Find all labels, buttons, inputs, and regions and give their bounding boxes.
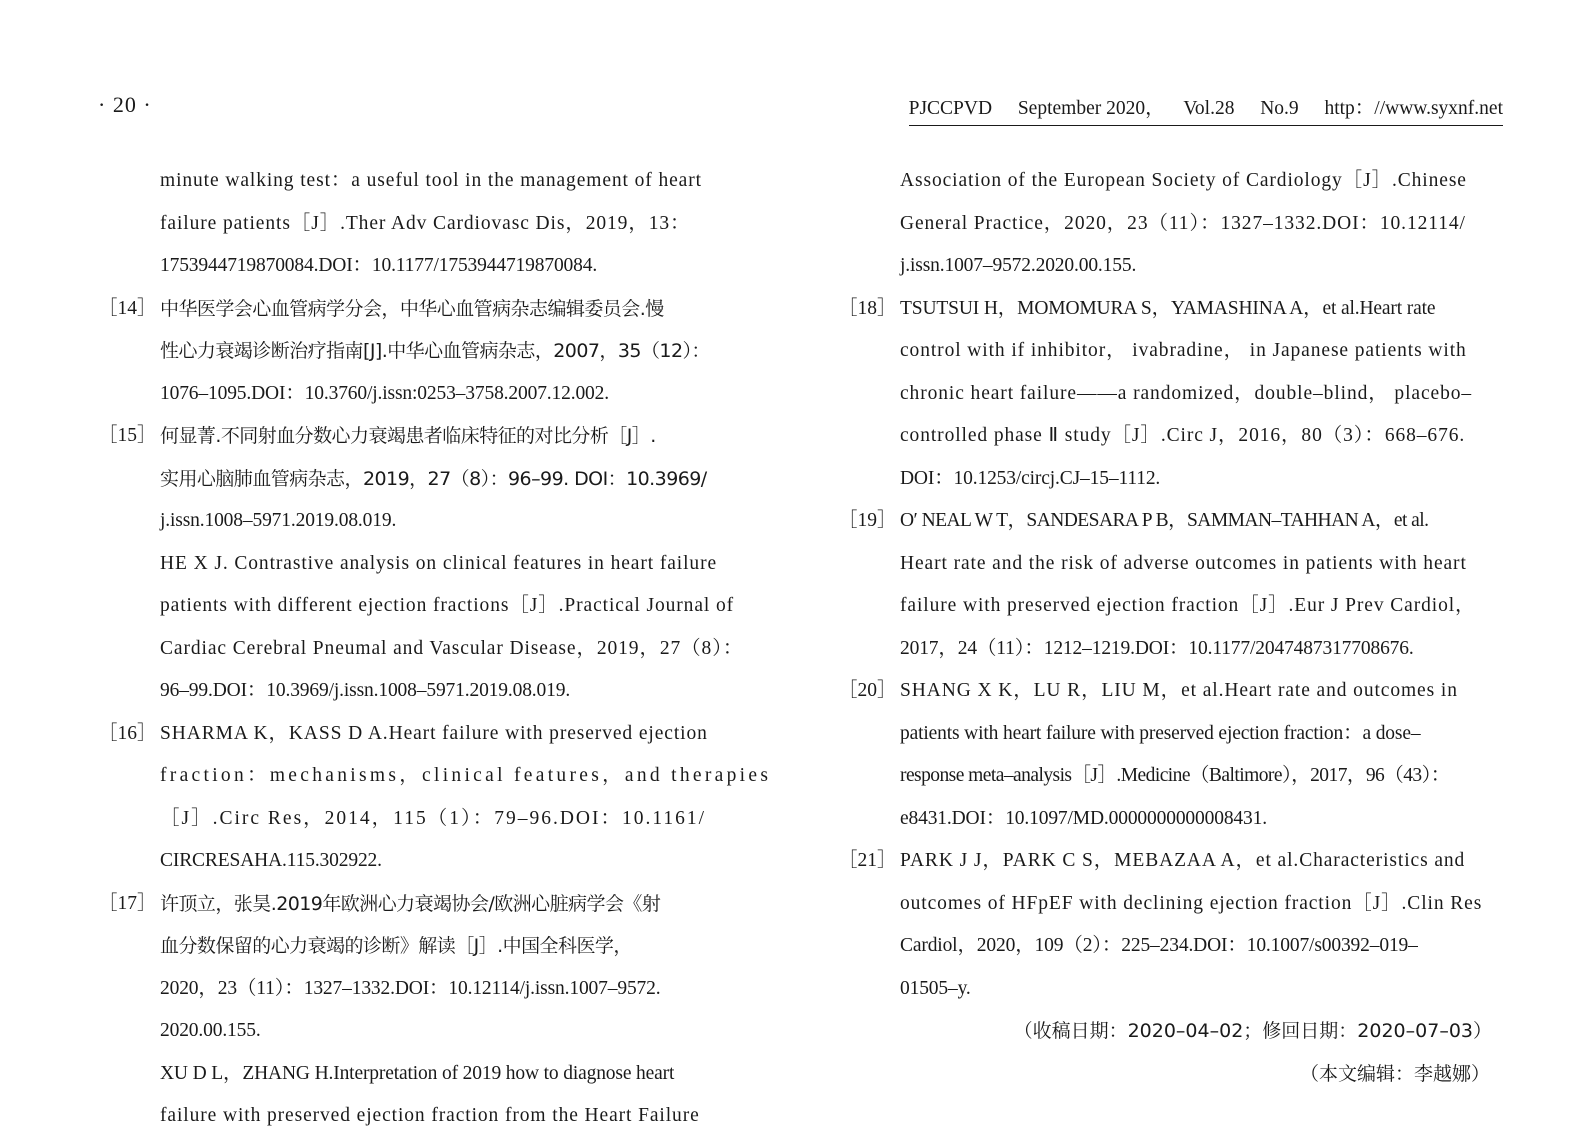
reference-line: HE X J. Contrastive analysis on clinical features in heart failure <box>160 552 718 574</box>
reference-line: 中华医学会心血管病学分会，中华心血管病杂志编辑委员会.慢 <box>160 297 664 320</box>
reference-line: response meta–analysis［J］.Medicine（Baltimore），2017，96（43）： <box>900 765 1450 786</box>
reference-entry <box>98 883 758 1138</box>
reference-line: 2017，24（11）：1212–1219.DOI：10.1177/2047487317708676. <box>900 637 1414 659</box>
reference-line: outcomes of HFpEF with declining ejection fraction［J］.Clin Res <box>900 892 1483 914</box>
reference-line: SHANG X K，LU R，LIU M，et al.Heart rate and outcomes in <box>900 680 1458 701</box>
continued-reference <box>838 160 1498 288</box>
reference-line: CIRCRESAHA.115.302922. <box>160 850 382 871</box>
running-head <box>98 92 1503 132</box>
reference-line: 何显菁.不同射血分数心力衰竭患者临床特征的对比分析［J］. <box>160 425 656 447</box>
reference-number: ［21］ <box>838 850 897 871</box>
reference-line: DOI：10.1253/circj.CJ–15–1112. <box>900 467 1161 489</box>
journal-abbreviation: PJCCPVD <box>908 98 993 119</box>
reference-entry <box>98 415 758 713</box>
continued-reference <box>98 160 758 288</box>
reference-entry <box>98 288 758 416</box>
reference-number: ［14］ <box>98 297 157 319</box>
reference-entry <box>838 840 1498 1010</box>
reference-number: ［16］ <box>98 722 157 744</box>
reference-line: chronic heart failure——a randomized，double–blind， placebo– <box>900 382 1473 404</box>
reference-entry <box>838 500 1498 670</box>
number-label: No.9 <box>1260 98 1299 119</box>
reference-line: 血分数保留的心力衰竭的诊断》解读［J］.中国全科医学， <box>160 935 632 957</box>
reference-line: TSUTSUI H，MOMOMURA S，YAMASHINA A，et al.Heart rate <box>900 297 1436 319</box>
reference-number: ［17］ <box>98 892 157 914</box>
issue-date: September 2020， <box>1017 98 1165 119</box>
reference-line: SHARMA K，KASS D A.Heart failure with preserved ejection <box>160 722 708 744</box>
received-revised-dates: （收稿日期：2020–04–02；修回日期：2020–07–03） <box>1013 1020 1492 1042</box>
reference-line: 实用心脑肺血管病杂志，2019，27（8）：96–99. DOI：10.3969/ <box>160 467 707 490</box>
reference-line: j.issn.1007–9572.2020.00.155. <box>900 255 1137 276</box>
reference-line: minute walking test：a useful tool in the management of heart <box>160 170 702 191</box>
reference-line: failure with preserved ejection fraction［J］.Eur J Prev Cardiol， <box>900 595 1476 616</box>
volume-label: Vol.28 <box>1183 98 1235 119</box>
reference-line: Heart rate and the risk of adverse outcomes in patients with heart <box>900 552 1467 574</box>
reference-number: ［20］ <box>838 680 897 701</box>
reference-line: Cardiol，2020，109（2）：225–234.DOI：10.1007/s00392–019– <box>900 935 1418 956</box>
reference-line: Cardiac Cerebral Pneumal and Vascular Disease，2019，27（8）： <box>160 637 744 659</box>
reference-line: 2020.00.155. <box>160 1020 261 1041</box>
reference-line: failure patients［J］.Ther Adv Cardiovasc Dis，2019，13： <box>160 212 691 234</box>
reference-number: ［19］ <box>838 510 897 531</box>
reference-line: 性心力衰竭诊断治疗指南[J].中华心血管病杂志，2007，35（12）： <box>160 340 710 362</box>
reference-entry <box>838 288 1498 501</box>
reference-line: 96–99.DOI：10.3969/j.issn.1008–5971.2019.08.019. <box>160 680 571 701</box>
reference-line: 1076–1095.DOI：10.3760/j.issn:0253–3758.2007.12.002. <box>160 382 609 404</box>
left-column <box>98 160 772 1138</box>
reference-line: controlled phase Ⅱ study［J］.Circ J，2016，80（3）：668–676. <box>900 425 1466 446</box>
reference-line: 2020，23（11）：1327–1332.DOI：10.12114/j.issn.1007–9572. <box>160 977 661 999</box>
reference-entry <box>838 670 1498 840</box>
reference-line: 01505–y. <box>900 977 971 999</box>
right-column <box>838 160 1498 1095</box>
reference-line: General Practice，2020，23（11）：1327–1332.DOI：10.12114/ <box>900 212 1466 234</box>
reference-line: O′ NEAL W T，SANDESARA P B，SAMMAN–TAHHAN A，et al. <box>900 510 1429 531</box>
reference-line: PARK J J，PARK C S，MEBAZAA A，et al.Characteristics and <box>900 850 1466 871</box>
reference-line: Association of the European Society of Cardiology［J］.Chinese <box>900 170 1467 191</box>
reference-line: XU D L，ZHANG H.Interpretation of 2019 how to diagnose heart <box>160 1062 675 1084</box>
reference-line: j.issn.1008–5971.2019.08.019. <box>160 510 397 531</box>
reference-number: ［18］ <box>838 297 897 319</box>
journal-url[interactable]: http：//www.syxnf.net <box>1324 98 1503 119</box>
reference-line: 许顶立，张昊.2019年欧洲心力衰竭协会/欧洲心脏病学会《射 <box>160 892 661 915</box>
page-folio: · 20 · <box>98 92 152 117</box>
reference-line: failure with preserved ejection fraction from the Heart Failure <box>160 1105 700 1126</box>
reference-line: 1753944719870084.DOI：10.1177/1753944719870084. <box>160 255 598 276</box>
reference-line: fraction：mechanisms，clinical features，and therapies <box>160 765 772 786</box>
reference-line: control with if inhibitor， ivabradine， in Japanese patients with <box>900 340 1467 361</box>
running-head-right <box>909 92 1503 126</box>
reference-line: e8431.DOI：10.1097/MD.0000000000008431. <box>900 807 1267 829</box>
reference-line: ［J］.Circ Res，2014，115（1）：79–96.DOI：10.1161/ <box>160 807 707 829</box>
article-editor-credit: （本文编辑：李越娜） <box>1299 1062 1490 1085</box>
reference-line: patients with different ejection fractions［J］.Practical Journal of <box>160 595 735 616</box>
reference-number: ［15］ <box>98 425 157 446</box>
reference-line: patients with heart failure with preserved ejection fraction：a dose– <box>900 722 1421 744</box>
reference-entry <box>98 713 772 883</box>
